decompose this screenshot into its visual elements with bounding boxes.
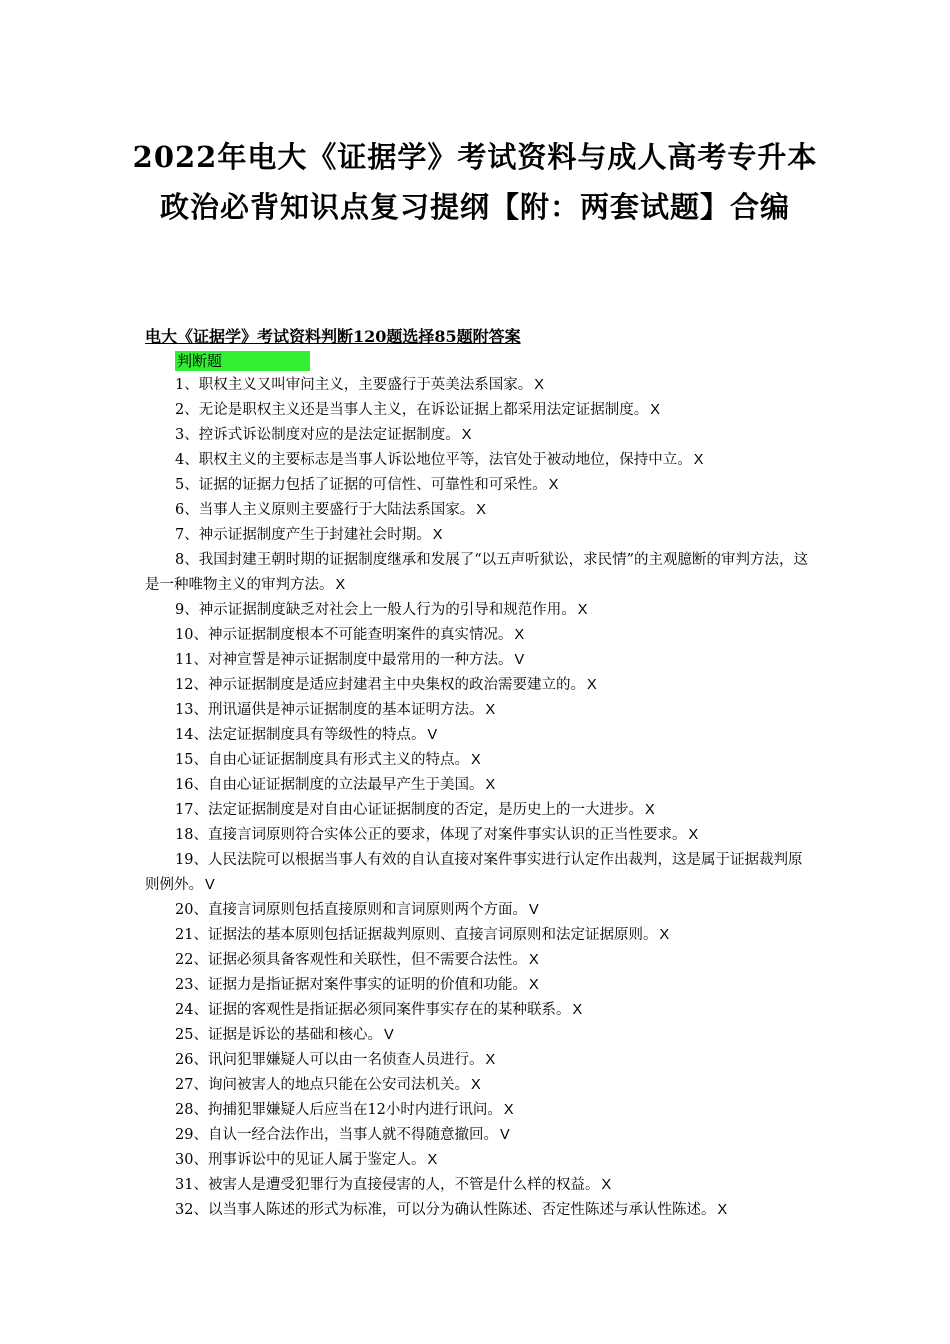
answer-mark: V (383, 1027, 394, 1043)
question-text: 19、人民法院可以根据当事人有效的自认直接对案件事实进行认定作出裁判，这是属于证据裁判原则例外。 (145, 852, 803, 893)
answer-mark: X (514, 627, 525, 643)
answer-mark: X (572, 1002, 583, 1018)
answer-mark: X (476, 502, 486, 518)
question-text: 22、证据必须具备客观性和关联性，但不需要合法性。 (175, 952, 527, 968)
title-line-1: 2022年电大《证据学》考试资料与成人高考专升本 (132, 140, 818, 174)
question-item (145, 1048, 815, 1073)
question-item (145, 1148, 815, 1173)
answer-mark: V (427, 727, 438, 743)
answer-mark: X (717, 1202, 728, 1218)
question-text: 6、当事人主义原则主要盛行于大陆法系国家。 (175, 502, 475, 518)
question-item (145, 623, 815, 648)
question-text: 17、法定证据制度是对自由心证证据制度的否定，是历史上的一大进步。 (175, 802, 643, 818)
question-item (145, 473, 815, 498)
question-item (145, 648, 815, 673)
answer-mark: X (470, 1077, 481, 1093)
question-item (145, 723, 815, 748)
question-item (145, 1098, 815, 1123)
question-item (145, 448, 815, 473)
question-item (145, 773, 815, 798)
question-item (145, 1173, 815, 1198)
answer-mark: X (577, 602, 588, 618)
section-label-judgment: 判断题 (175, 351, 310, 371)
question-text: 23、证据力是指证据对案件事实的证明的价值和功能。 (175, 977, 527, 993)
question-text: 10、神示证据制度根本不可能查明案件的真实情况。 (175, 627, 513, 643)
answer-mark: V (205, 877, 215, 893)
answer-mark: X (470, 752, 481, 768)
question-text: 16、自由心证证据制度的立法最早产生于美国。 (175, 777, 484, 793)
question-item (145, 698, 815, 723)
question-item (145, 673, 815, 698)
document-title (0, 132, 950, 232)
question-text: 4、职权主义的主要标志是当事人诉讼地位平等，法官处于被动地位，保持中立。 (175, 452, 692, 468)
question-text: 15、自由心证证据制度具有形式主义的特点。 (175, 752, 469, 768)
answer-mark: X (548, 477, 559, 493)
question-text: 9、神示证据制度缺乏对社会上一般人行为的引导和规范作用。 (175, 602, 576, 618)
answer-mark: X (601, 1177, 612, 1193)
answer-mark: X (485, 702, 496, 718)
question-item (145, 898, 815, 923)
question-item (145, 1073, 815, 1098)
answer-mark: V (514, 652, 525, 668)
question-item (145, 398, 815, 423)
answer-mark: V (528, 902, 539, 918)
question-text: 18、直接言词原则符合实体公正的要求，体现了对案件事实认识的正当性要求。 (175, 827, 687, 843)
question-item (145, 948, 815, 973)
question-item (145, 798, 815, 823)
question-text: 26、讯问犯罪嫌疑人可以由一名侦查人员进行。 (175, 1052, 484, 1068)
question-text: 3、控诉式诉讼制度对应的是法定证据制度。 (175, 427, 460, 443)
question-item (145, 373, 815, 398)
question-item (145, 423, 815, 448)
question-text: 28、拘捕犯罪嫌疑人后应当在12小时内进行讯问。 (175, 1102, 502, 1118)
title-line-2: 政治必背知识点复习提纲【附：两套试题】合编 (159, 190, 790, 224)
question-item (145, 748, 815, 773)
answer-mark: X (485, 777, 496, 793)
answer-mark: X (659, 927, 670, 943)
question-item (145, 998, 815, 1023)
answer-mark: X (432, 527, 443, 543)
question-item (145, 848, 815, 898)
question-item (145, 1123, 815, 1148)
question-text: 8、我国封建王朝时期的证据制度继承和发展了“以五声听狱讼，求民情”的主观臆断的审判方法，这是一种唯物主义的审判方法。 (145, 552, 809, 593)
question-text: 30、刑事诉讼中的见证人属于鉴定人。 (175, 1152, 426, 1168)
answer-mark: X (688, 827, 699, 843)
answer-mark: X (586, 677, 597, 693)
answer-mark: X (503, 1102, 514, 1118)
answer-mark: X (693, 452, 704, 468)
section-subheading: 电大《证据学》考试资料判断120题选择85题附答案 (145, 327, 521, 346)
question-text: 20、直接言词原则包括直接原则和言词原则两个方面。 (175, 902, 527, 918)
question-text: 21、证据法的基本原则包括证据裁判原则、直接言词原则和法定证据原则。 (175, 927, 658, 943)
answer-mark: X (427, 1152, 438, 1168)
question-text: 5、证据的证据力包括了证据的可信性、可靠性和可采性。 (175, 477, 547, 493)
answer-mark: X (461, 427, 472, 443)
answer-mark: X (534, 377, 544, 393)
question-item (145, 523, 815, 548)
question-text: 12、神示证据制度是适应封建君主中央集权的政治需要建立的。 (175, 677, 585, 693)
answer-mark: X (650, 402, 660, 418)
question-item (145, 1023, 815, 1048)
question-text: 11、对神宣誓是神示证据制度中最常用的一种方法。 (175, 652, 513, 668)
question-text: 14、法定证据制度具有等级性的特点。 (175, 727, 426, 743)
question-text: 25、证据是诉讼的基础和核心。 (175, 1027, 382, 1043)
question-item (145, 973, 815, 998)
question-text: 7、神示证据制度产生于封建社会时期。 (175, 527, 431, 543)
question-text: 24、证据的客观性是指证据必须同案件事实存在的某种联系。 (175, 1002, 571, 1018)
question-text: 2、无论是职权主义还是当事人主义，在诉讼证据上都采用法定证据制度。 (175, 402, 649, 418)
question-item (145, 498, 815, 523)
question-text: 1、职权主义又叫审问主义，主要盛行于英美法系国家。 (175, 377, 533, 393)
question-list (145, 373, 815, 1223)
question-item (145, 598, 815, 623)
answer-mark: X (485, 1052, 496, 1068)
answer-mark: X (528, 952, 539, 968)
answer-mark: X (528, 977, 539, 993)
question-text: 31、被害人是遭受犯罪行为直接侵害的人，不管是什么样的权益。 (175, 1177, 600, 1193)
question-text: 27、询问被害人的地点只能在公安司法机关。 (175, 1077, 469, 1093)
question-text: 32、以当事人陈述的形式为标准，可以分为确认性陈述、否定性陈述与承认性陈述。 (175, 1202, 716, 1218)
answer-mark: X (644, 802, 655, 818)
question-item (145, 823, 815, 848)
answer-mark: X (335, 577, 346, 593)
question-item (145, 1198, 815, 1223)
question-text: 29、自认一经合法作出，当事人就不得随意撤回。 (175, 1127, 498, 1143)
question-item (145, 548, 815, 598)
answer-mark: V (499, 1127, 510, 1143)
question-text: 13、刑讯逼供是神示证据制度的基本证明方法。 (175, 702, 484, 718)
question-item (145, 923, 815, 948)
